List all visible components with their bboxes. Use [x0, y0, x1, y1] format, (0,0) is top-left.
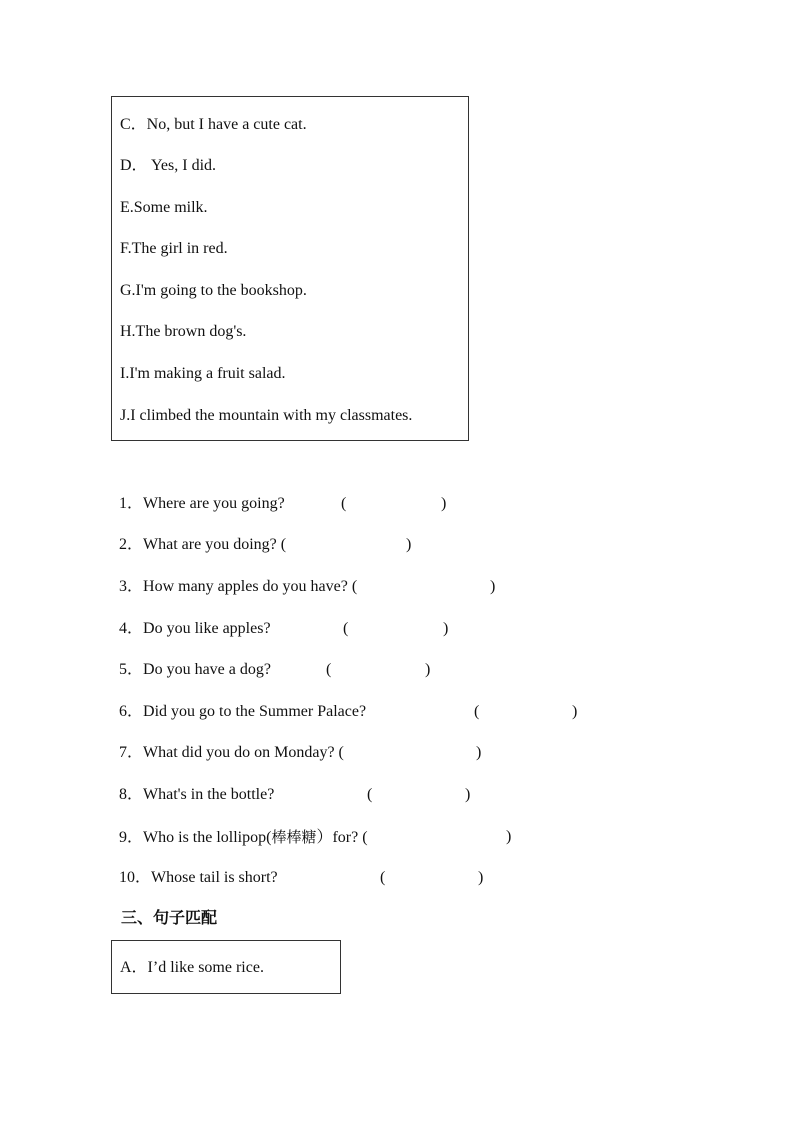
question-text-chinese: 棒棒糖	[271, 828, 317, 846]
question-number: 9．	[119, 829, 144, 846]
option-c: C．No, but I have a cute cat.	[120, 116, 307, 133]
question-text-before: Who is the lollipop(	[143, 829, 272, 846]
question-text: Whose tail is short?	[151, 869, 278, 886]
question-text: What's in the bottle?	[143, 786, 275, 803]
section-heading: 三、句子匹配	[121, 908, 218, 927]
question-6	[119, 702, 366, 722]
question-8	[119, 785, 274, 805]
option-i: I.I'm making a fruit salad.	[120, 365, 286, 382]
option-e: E.Some milk.	[120, 199, 208, 216]
answer-blank-open[interactable]: (	[367, 786, 373, 803]
question-text: Do you like apples?	[143, 620, 271, 637]
question-text: How many apples do you have? (	[143, 578, 358, 595]
question-3	[119, 577, 357, 597]
question-text: Where are you going?	[143, 495, 285, 512]
answer-blank-open[interactable]: (	[343, 620, 349, 637]
answer-blank-close: )	[478, 869, 484, 886]
answer-blank-close[interactable]: )	[490, 578, 496, 595]
question-number: 8．	[119, 786, 144, 803]
answer-blank-close[interactable]: )	[476, 744, 482, 761]
question-1	[119, 494, 285, 514]
answer-blank-close: )	[425, 661, 431, 678]
question-number: 10．	[119, 869, 152, 886]
option-d: D． Yes, I did.	[120, 157, 217, 174]
question-text: Do you have a dog?	[143, 661, 271, 678]
question-number: 1．	[119, 495, 144, 512]
answer-blank-open[interactable]: (	[474, 703, 480, 720]
question-7	[119, 743, 344, 763]
answer-blank-open[interactable]: (	[326, 661, 332, 678]
question-number: 7．	[119, 744, 144, 761]
question-text-after: ）for? (	[316, 829, 368, 846]
question-text: Did you go to the Summer Palace?	[143, 703, 367, 720]
question-text: What did you do on Monday? (	[143, 744, 344, 761]
answer-blank-open[interactable]: (	[380, 869, 386, 886]
answer-blank-close: )	[443, 620, 449, 637]
question-2	[119, 535, 286, 555]
option-f: F.The girl in red.	[120, 240, 228, 257]
question-number: 2．	[119, 536, 144, 553]
answer-blank-open[interactable]: (	[341, 495, 347, 512]
question-number: 4．	[119, 620, 144, 637]
question-number: 5．	[119, 661, 144, 678]
option-g: G.I'm going to the bookshop.	[120, 282, 307, 299]
question-10	[119, 868, 278, 888]
question-4	[119, 619, 271, 639]
answer-blank-close[interactable]: )	[506, 828, 512, 845]
option-j: J.I climbed the mountain with my classmates.	[120, 407, 413, 424]
answer-blank-close: )	[441, 495, 447, 512]
answer-options-box	[111, 96, 469, 441]
question-number: 6．	[119, 703, 144, 720]
question-number: 3．	[119, 578, 144, 595]
answer-blank-close[interactable]: )	[406, 536, 412, 553]
question-text: What are you doing? (	[143, 536, 287, 553]
option-h: H.The brown dog's.	[120, 323, 247, 340]
question-9	[119, 827, 368, 848]
answer-blank-close: )	[572, 703, 578, 720]
question-5	[119, 660, 271, 680]
option-a: A．I’d like some rice.	[120, 959, 264, 976]
answer-blank-close: )	[465, 786, 471, 803]
sentence-option-box	[111, 940, 341, 994]
